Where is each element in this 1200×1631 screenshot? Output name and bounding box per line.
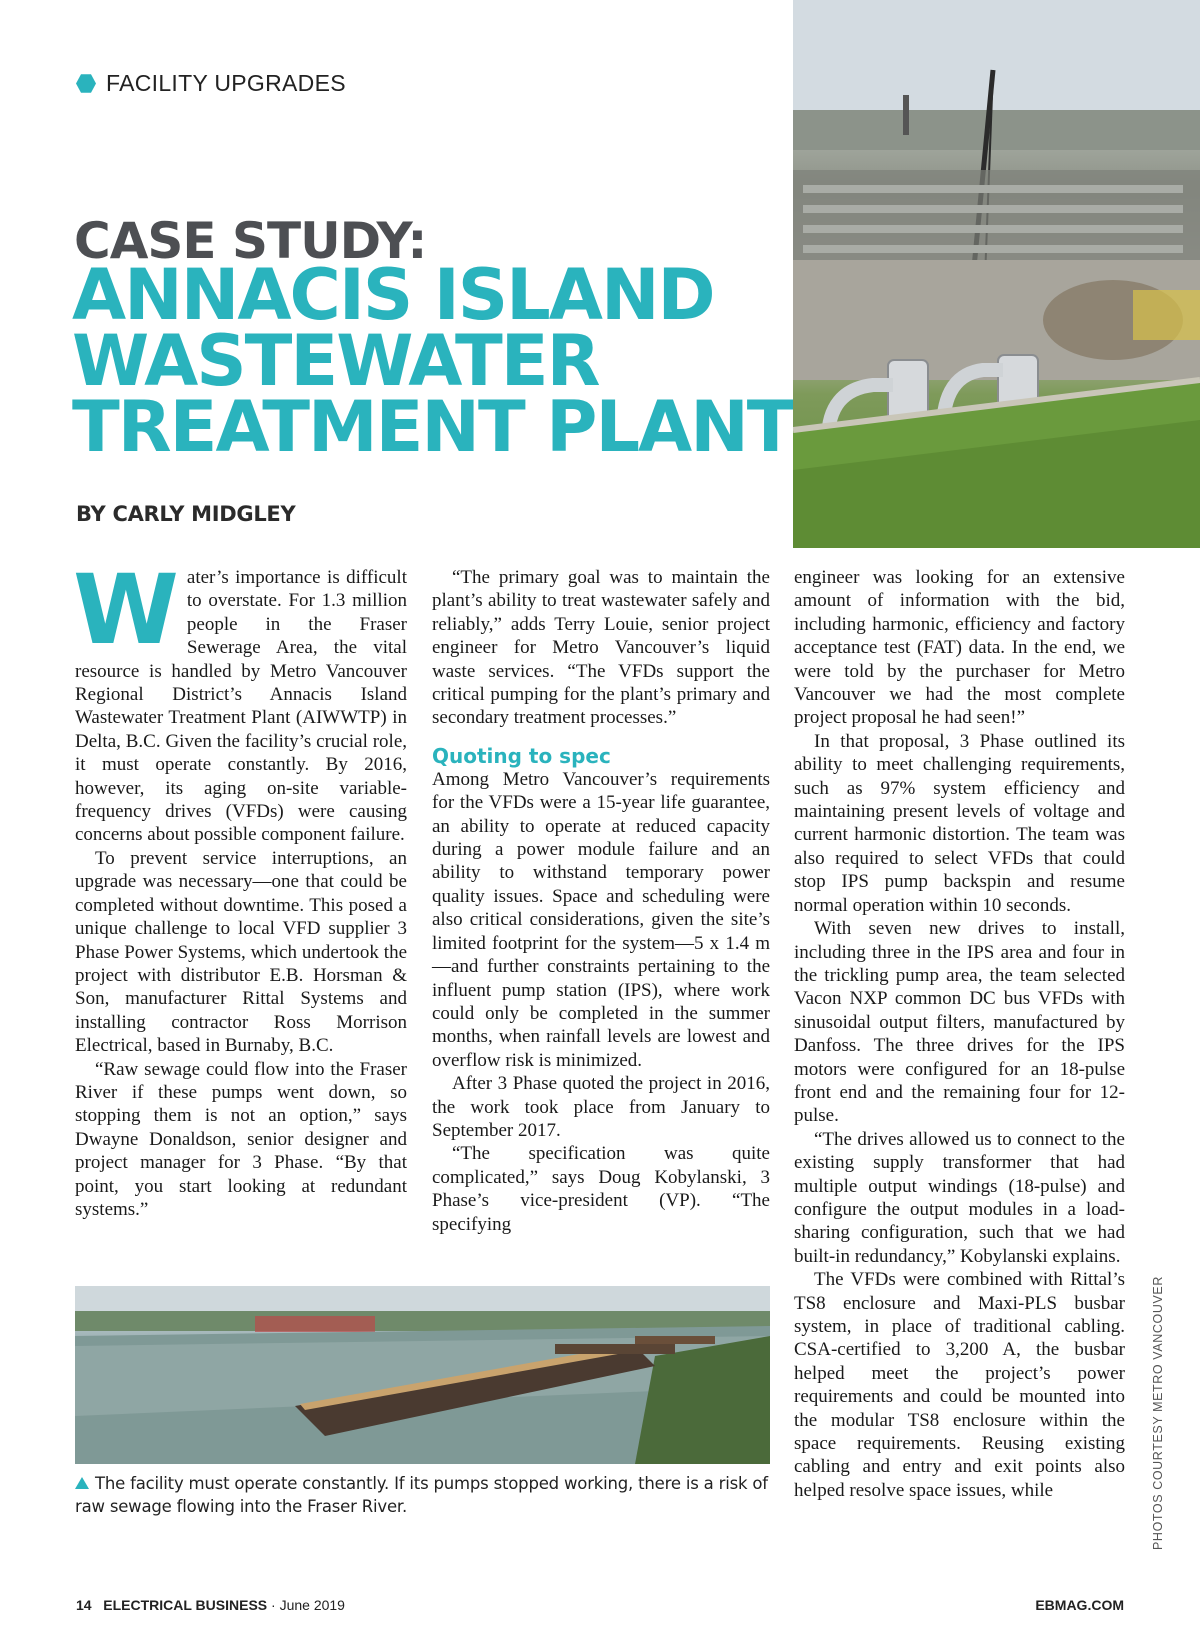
headline <box>72 254 793 468</box>
fraser-river-photo <box>75 1286 770 1464</box>
headline-line-1: ANNACIS ISLAND <box>72 254 714 336</box>
paragraph: “Raw sewage could flow into the Fraser River if these pumps went down, so stopping them is not an option,” says Dwayne Donaldson, senior designer and project manager for 3 Phase. “By that point, you start looking at redundant systems.” <box>75 1058 407 1220</box>
subheading-quoting-to-spec: Quoting to spec <box>432 743 611 768</box>
footer-website: EBMAG.COM <box>1035 1597 1124 1613</box>
issue-date: · June 2019 <box>271 1597 345 1613</box>
paragraph: In that proposal, 3 Phase outlined its ability to meet challenging requirements, such as 97% system efficiency and maintaining present levels of voltage and current harmonic distortion. The team was also required to select VFDs that could stop IPS pump backspin and resume normal operation within 10 seconds. <box>794 730 1125 916</box>
photo-caption: The facility must operate constantly. If its pumps stopped working, there is a risk of raw sewage flowing into the Fraser River. <box>75 1474 768 1516</box>
paragraph: After 3 Phase quoted the project in 2016, the work took place from January to September 2017. <box>432 1073 770 1141</box>
paragraph: engineer was looking for an extensive amount of information with the bid, including harmonic, efficiency and factory acceptance test (FAT) data. In the end, we were told by the purchaser for Metro Vancouver we had the most complete project proposal he had seen!” <box>794 567 1125 729</box>
photo-credit: PHOTOS COURTESY METRO VANCOUVER <box>1151 1276 1165 1550</box>
section-label-text: FACILITY UPGRADES <box>106 70 346 96</box>
section-label <box>76 70 346 97</box>
article-column-1 <box>73 554 407 1221</box>
title-kicker: CASE STUDY: <box>74 212 427 270</box>
paragraph: With seven new drives to install, including three in the IPS area and four in the trickling pump area, the team selected Vacon NXP common DC bus VFDs with sinusoidal output filters, manufactured by Danfoss. The three drives for the IPS motors were configured for an 18-pulse front end and the remaining four for 12-pulse. <box>794 918 1125 1127</box>
paragraph: To prevent service interruptions, an upgrade was necessary—one that could be completed without downtime. This posed a unique challenge to local VFD supplier 3 Phase Power Systems, which undertook the project with distributor E.B. Horsman & Son, manufacturer Rittal Systems and installing contractor Ross Morrison Electrical, based in Burnaby, B.C. <box>75 847 407 1057</box>
footer-left <box>76 1597 345 1613</box>
article-column-2 <box>432 566 770 1236</box>
treatment-plant-photo <box>793 0 1200 548</box>
paragraph: “The primary goal was to maintain the plant’s ability to treat wastewater safely and reliably,” adds Terry Louie, senior project engineer for Metro Vancouver’s liquid waste services. “The VFDs support the critical pumping for the plant’s primary and secondary treatment processes.” <box>432 567 770 729</box>
byline: BY CARLY MIDGLEY <box>76 502 296 526</box>
headline-line-2: WASTEWATER <box>72 320 599 402</box>
article-column-3 <box>794 566 1125 1502</box>
paragraph: “The drives allowed us to connect to the existing supply transformer that had multiple output windings (18-pulse) and configure the output modules in a load-sharing configuration, such that we had built-in redundancy,” Kobylanski explains. <box>794 1128 1125 1267</box>
headline-line-3: TREATMENT PLANT <box>72 386 793 468</box>
paragraph: Water’s importance is difficult to overstate. For 1.3 million people in the Fraser Sewerage Area, the vital resource is handled by Metro Vancouver Regional District’s Annacis Island Wastewater Treatment Plant (AIWWTP) in Delta, B.C. Given the facility’s crucial role, it must operate constantly. By 2016, however, its aging on-site variable-frequency drives (VFDs) were causing concerns about possible component failure. <box>73 554 407 846</box>
paragraph: The VFDs were combined with Rittal’s TS8 enclosure and Maxi-PLS busbar system, in place of traditional cabling. CSA-certified to 3,200 A, the busbar helped meet the project’s power requirements and could be mounted into the modular TS8 enclosure within the space requirements. Reusing existing cabling and entry and exit points also helped resolve space issues, while <box>794 1269 1125 1501</box>
triangle-icon <box>75 1477 89 1489</box>
magazine-name: ELECTRICAL BUSINESS <box>103 1597 268 1613</box>
paragraph: Among Metro Vancouver’s requirements for the VFDs were a 15-year life guarantee, an ability to operate at reduced capacity during a power module failure and an ability to withstand temporary power quality issues. Space and scheduling were also critical considerations, given the site’s limited footprint for the system—5 x 1.4 m—and further constraints pertaining to the influent pump station (IPS), where work could only be completed in the summer months, when rainfall levels are lowest and overflow risk is minimized. <box>432 768 770 1071</box>
paragraph: “The specification was quite complicated,” says Doug Kobylanski, 3 Phase’s vice-president (VP). “The specifying <box>432 1143 770 1235</box>
drop-cap: W <box>73 554 179 666</box>
hexagon-icon <box>76 74 96 94</box>
page-number: 14 <box>76 1597 92 1613</box>
